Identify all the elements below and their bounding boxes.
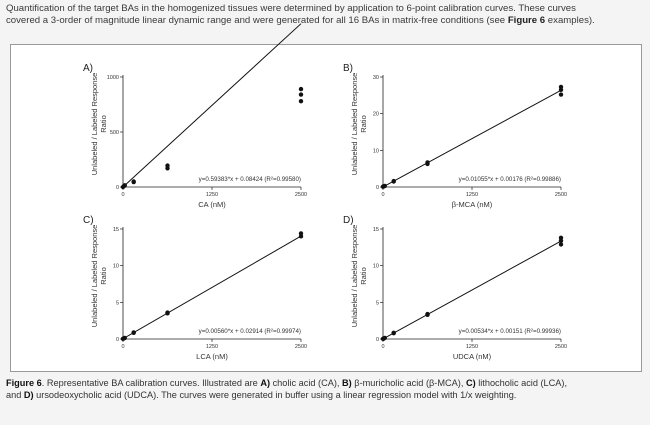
data-point bbox=[383, 336, 387, 340]
x-tick-label: 2500 bbox=[294, 344, 308, 350]
caption-text-5: and bbox=[6, 390, 24, 401]
y-axis-label-line-2: Ratio bbox=[99, 115, 108, 133]
x-tick-label: 0 bbox=[381, 344, 385, 350]
caption-label-a: A) bbox=[260, 378, 271, 388]
data-point bbox=[123, 183, 127, 187]
figure-frame bbox=[10, 44, 642, 372]
chart-b-svg bbox=[331, 63, 571, 213]
data-point bbox=[131, 330, 135, 334]
y-tick-label: 30 bbox=[372, 75, 379, 81]
y-tick-label: 500 bbox=[109, 130, 119, 136]
y-tick-label: 15 bbox=[112, 227, 119, 233]
chart-panel-a bbox=[71, 63, 311, 218]
data-point bbox=[299, 231, 303, 235]
y-tick-label: 20 bbox=[372, 111, 379, 118]
data-point bbox=[425, 312, 429, 316]
x-tick-label: 0 bbox=[381, 192, 385, 198]
y-tick-label: 15 bbox=[372, 227, 379, 233]
x-axis-label: CA (nM) bbox=[198, 200, 226, 209]
regression-line bbox=[383, 241, 561, 339]
caption-text-2: cholic acid (CA), bbox=[270, 378, 343, 388]
data-point bbox=[123, 336, 127, 340]
x-tick-label: 2500 bbox=[554, 192, 568, 198]
x-axis-label: UDCA (nM) bbox=[452, 352, 492, 361]
y-axis-label-line-1: Unlabeled / Labeled Response bbox=[90, 224, 99, 328]
y-tick-label: 0 bbox=[375, 337, 379, 343]
y-tick-label: 0 bbox=[115, 185, 119, 191]
x-axis-label: β-MCA (nM) bbox=[451, 200, 493, 209]
caption-label-d: D) bbox=[23, 390, 34, 401]
caption-figure-label: Figure 6 bbox=[6, 378, 42, 388]
chart-panel-b bbox=[331, 63, 571, 218]
data-point bbox=[131, 179, 135, 183]
data-point bbox=[383, 184, 387, 188]
regression-equation: y=0.01055*x + 0.00176 (R²=0.99886) bbox=[458, 176, 561, 183]
chart-a-svg bbox=[71, 63, 311, 213]
y-axis-label-line-1: Unlabeled / Labeled Response bbox=[350, 72, 359, 176]
chart-d-svg bbox=[331, 215, 571, 365]
chart-panel-c bbox=[71, 215, 311, 370]
panel-label: C) bbox=[83, 215, 94, 226]
regression-line bbox=[123, 24, 301, 187]
caption-text-4: lithocholic acid (LCA), bbox=[475, 378, 568, 388]
caption-text-6: ursodeoxycholic acid (UDCA). The curves were generated in buffer using a linear regression model with 1/x weighting. bbox=[33, 390, 517, 401]
panel-label: B) bbox=[343, 63, 353, 74]
chart-c-svg bbox=[71, 215, 311, 365]
chart-panel-d bbox=[331, 215, 571, 370]
regression-equation: y=0.00534*x + 0.00151 (R²=0.99936) bbox=[458, 328, 561, 335]
caption-text-1: . Representative BA calibration curves. Illustrated are bbox=[41, 378, 261, 388]
y-tick-label: 0 bbox=[115, 337, 119, 343]
y-tick-label: 10 bbox=[112, 263, 119, 270]
intro-line-1: Quantification of the target BAs in the homogenized tissues were determined by application to 6-point calibration curves. These curves bbox=[6, 3, 576, 14]
data-point bbox=[559, 85, 563, 89]
y-axis-label-line-2: Ratio bbox=[359, 115, 368, 133]
x-tick-label: 1250 bbox=[205, 192, 219, 198]
y-tick-label: 0 bbox=[375, 185, 379, 191]
figure-reference[interactable]: Figure 6 bbox=[507, 15, 546, 27]
regression-line bbox=[383, 90, 561, 187]
y-axis-label-line-2: Ratio bbox=[359, 267, 368, 285]
figure-caption bbox=[6, 377, 646, 401]
x-tick-label: 2500 bbox=[554, 344, 568, 350]
y-tick-label: 5 bbox=[115, 300, 119, 307]
data-point bbox=[391, 179, 395, 183]
caption-label-c: C) bbox=[465, 378, 476, 388]
regression-equation: y=0.59383*x + 0.08424 (R²=0.99580) bbox=[198, 176, 301, 183]
intro-line-2a: covered a 3-order of magnitude linear dynamic range and were generated for all 16 BAs in matrix-free conditions (see bbox=[6, 15, 508, 27]
data-point bbox=[559, 236, 563, 240]
y-tick-label: 1000 bbox=[106, 75, 119, 81]
data-point bbox=[165, 310, 169, 314]
intro-line-2c: examples). bbox=[545, 15, 595, 27]
x-tick-label: 0 bbox=[121, 192, 125, 198]
caption-text-3: β-muricholic acid (β-MCA), bbox=[351, 378, 466, 388]
y-tick-label: 5 bbox=[375, 300, 379, 307]
data-point bbox=[299, 87, 303, 91]
x-tick-label: 1250 bbox=[205, 344, 219, 350]
x-tick-label: 1250 bbox=[465, 192, 479, 198]
y-axis-label-line-1: Unlabeled / Labeled Response bbox=[90, 72, 99, 176]
data-point bbox=[299, 99, 303, 103]
y-tick-label: 10 bbox=[372, 148, 379, 155]
x-tick-label: 0 bbox=[121, 344, 125, 350]
caption-label-b: B) bbox=[342, 378, 352, 388]
x-tick-label: 1250 bbox=[465, 344, 479, 350]
data-point bbox=[559, 92, 563, 96]
y-tick-label: 10 bbox=[372, 263, 379, 270]
data-point bbox=[391, 331, 395, 335]
data-point bbox=[425, 160, 429, 164]
regression-equation: y=0.00560*x + 0.02914 (R²=0.99974) bbox=[198, 328, 301, 335]
regression-line bbox=[123, 236, 301, 339]
x-tick-label: 2500 bbox=[294, 192, 308, 198]
y-axis-label-line-1: Unlabeled / Labeled Response bbox=[350, 224, 359, 328]
y-axis-label-line-2: Ratio bbox=[99, 267, 108, 285]
data-point bbox=[165, 163, 169, 167]
panel-label: A) bbox=[83, 63, 93, 74]
panel-label: D) bbox=[343, 215, 354, 226]
data-point bbox=[299, 92, 303, 96]
x-axis-label: LCA (nM) bbox=[196, 352, 228, 361]
intro-paragraph bbox=[6, 3, 646, 27]
